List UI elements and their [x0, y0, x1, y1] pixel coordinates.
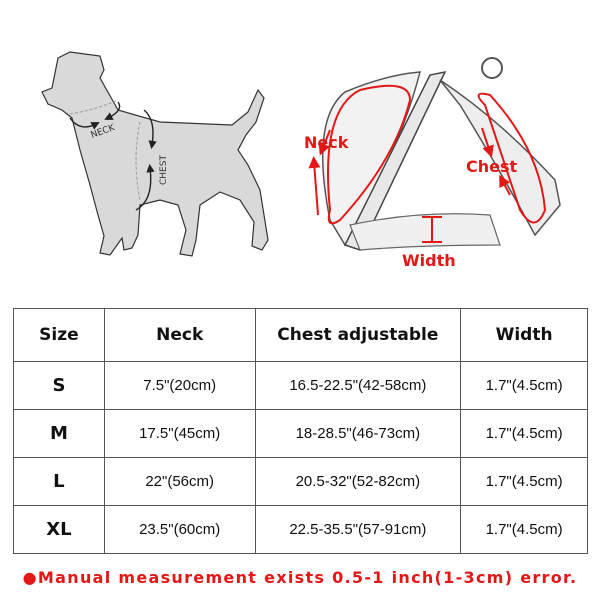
- header-neck: Neck: [104, 309, 255, 362]
- width-cell: 1.7"(4.5cm): [461, 506, 588, 554]
- measurement-illustration: [0, 0, 600, 290]
- harness-drawing: [304, 58, 560, 270]
- harness-neck-label: Neck: [304, 133, 349, 152]
- chest-cell: 22.5-35.5"(57-91cm): [255, 506, 461, 554]
- harness-chest-label: Chest: [466, 157, 518, 176]
- neck-cell: 7.5"(20cm): [104, 362, 255, 410]
- chest-cell: 16.5-22.5"(42-58cm): [255, 362, 461, 410]
- table-header-row: [14, 309, 588, 362]
- size-cell: L: [14, 458, 105, 506]
- neck-cell: 23.5"(60cm): [104, 506, 255, 554]
- table-row: [14, 458, 588, 506]
- size-cell: XL: [14, 506, 105, 554]
- width-cell: 1.7"(4.5cm): [461, 410, 588, 458]
- size-cell: S: [14, 362, 105, 410]
- chest-cell: 20.5-32"(52-82cm): [255, 458, 461, 506]
- header-width: Width: [461, 309, 588, 362]
- table-row: [14, 410, 588, 458]
- table-row: [14, 506, 588, 554]
- dog-chest-label: CHEST: [159, 155, 169, 185]
- measurement-error-note: ●Manual measurement exists 0.5-1 inch(1-3cm) error.: [22, 568, 578, 587]
- width-cell: 1.7"(4.5cm): [461, 362, 588, 410]
- size-cell: M: [14, 410, 105, 458]
- neck-cell: 17.5"(45cm): [104, 410, 255, 458]
- harness-width-label: Width: [402, 251, 456, 270]
- dog-neck-label: NECK: [89, 123, 117, 141]
- chest-cell: 18-28.5"(46-73cm): [255, 410, 461, 458]
- header-size: Size: [14, 309, 105, 362]
- header-chest: Chest adjustable: [255, 309, 461, 362]
- width-cell: 1.7"(4.5cm): [461, 458, 588, 506]
- table-row: [14, 362, 588, 410]
- size-chart-table: [13, 308, 588, 554]
- dog-silhouette: [42, 52, 268, 256]
- neck-cell: 22"(56cm): [104, 458, 255, 506]
